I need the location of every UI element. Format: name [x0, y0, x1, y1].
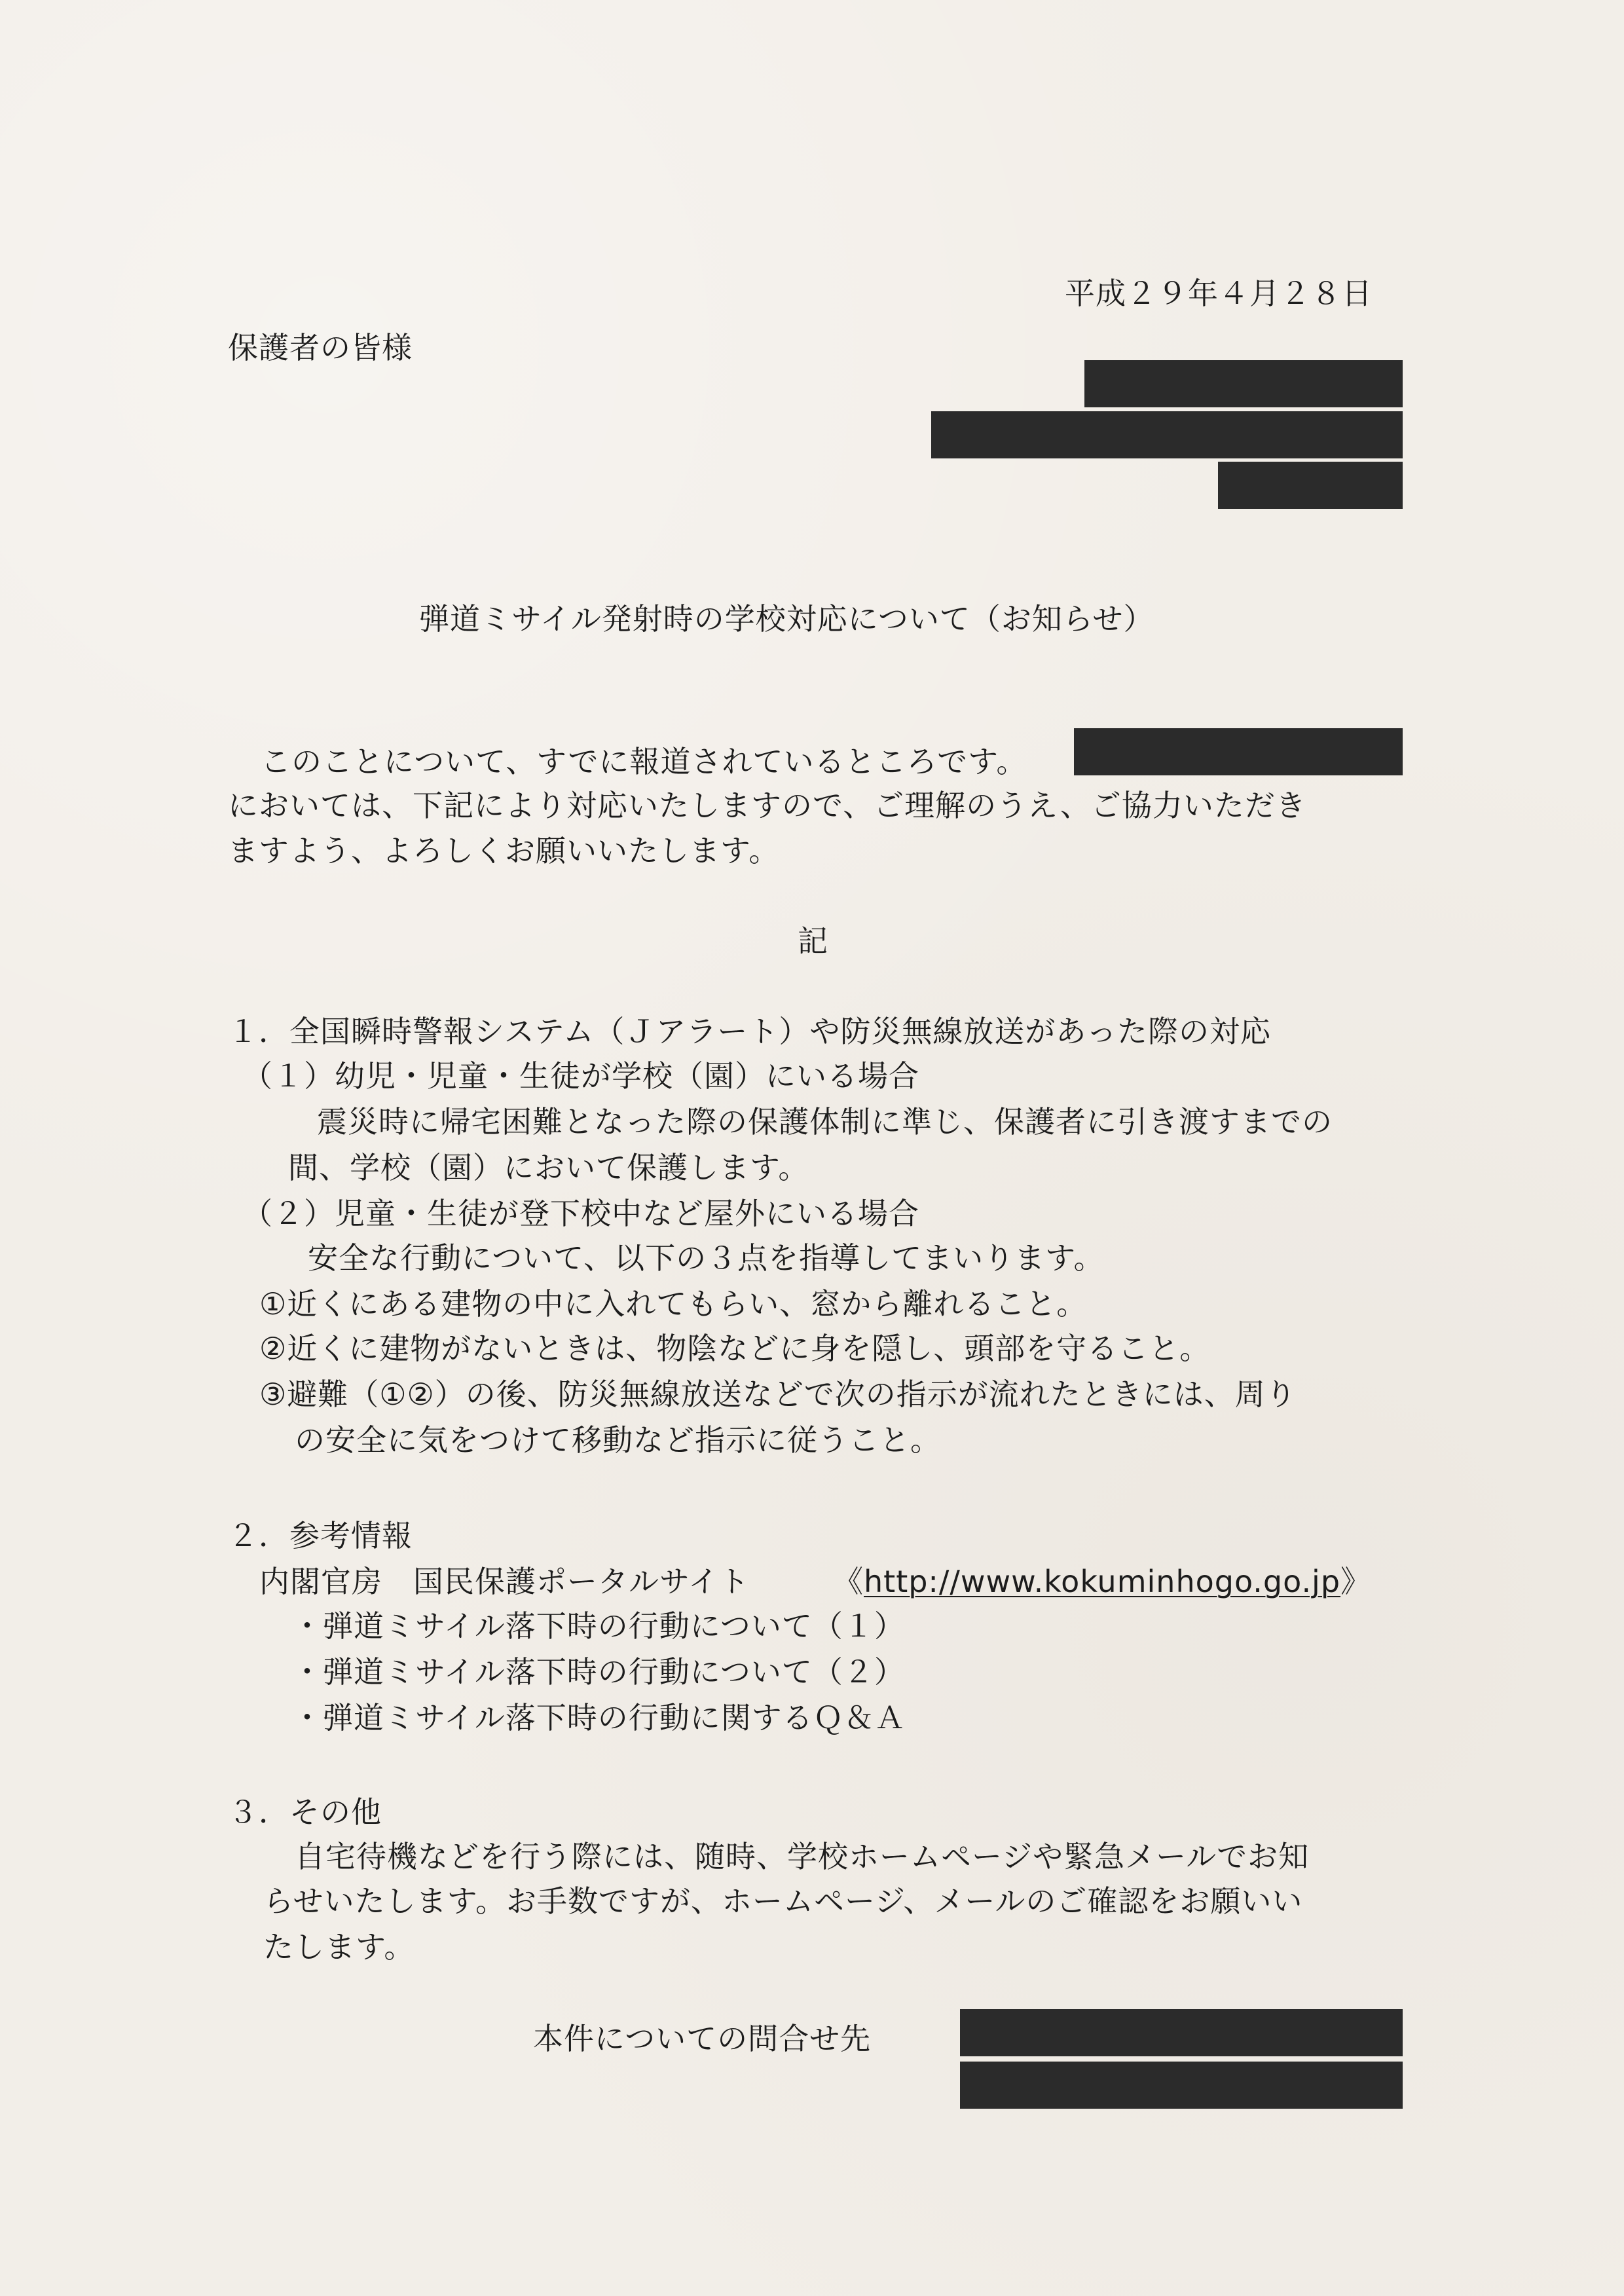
- redacted-contact-line-1: [960, 2009, 1403, 2056]
- section-1-case-1-text-1: 震災時に帰宅困難となった際の保護体制に準じ、保護者に引き渡すまでの: [317, 1104, 1333, 1139]
- section-1-item-3-line-1: ③避難（①②）の後、防災無線放送などで次の指示が流れたときには、周り: [259, 1377, 1297, 1412]
- section-1-case-1-heading: （１）幼児・児童・生徒が学校（園）にいる場合: [242, 1058, 919, 1094]
- section-1-case-2-heading: （２）児童・生徒が登下校中など屋外にいる場合: [242, 1196, 919, 1231]
- portal-url-link[interactable]: http://www.kokuminhogo.go.jp: [864, 1564, 1341, 1599]
- section-1-heading: １．全国瞬時警報システム（Ｊアラート）や防災無線放送があった際の対応: [228, 1014, 1271, 1049]
- redacted-school-name: [1074, 728, 1403, 775]
- section-1-item-1: ①近くにある建物の中に入れてもらい、窓から離れること。: [259, 1286, 1088, 1322]
- redacted-sender-line-3: [1218, 462, 1403, 509]
- intro-line-2: においては、下記により対応いたしますので、ご理解のうえ、ご協力いただき: [228, 788, 1306, 823]
- section-1-case-2-intro: 安全な行動について、以下の３点を指導してまいります。: [308, 1240, 1105, 1276]
- addressee: 保護者の皆様: [228, 330, 413, 365]
- url-close-bracket: 》: [1340, 1564, 1372, 1599]
- section-2-source: 内閣官房 国民保護ポータルサイト: [259, 1564, 750, 1599]
- contact-label: 本件についての問合せ先: [533, 2021, 872, 2056]
- section-1-item-2: ②近くに建物がないときは、物陰などに身を隠し、頭部を守ること。: [259, 1331, 1211, 1366]
- section-3-line-3: たします。: [263, 1929, 415, 1965]
- section-3-heading: ３．その他: [228, 1794, 382, 1830]
- redacted-contact-line-2: [960, 2062, 1403, 2109]
- section-2-link-1: ・弾道ミサイル落下時の行動について（１）: [292, 1608, 905, 1644]
- section-1-case-1-text-2: 間、学校（園）において保護します。: [288, 1150, 809, 1185]
- section-2-link-2: ・弾道ミサイル落下時の行動について（２）: [292, 1654, 905, 1690]
- section-2-link-3: ・弾道ミサイル落下時の行動に関するＱ＆Ａ: [292, 1700, 906, 1735]
- date: 平成２９年４月２８日: [1065, 276, 1373, 311]
- section-2-url-line: [833, 1566, 1371, 1597]
- section-2-heading: ２．参考情報: [228, 1518, 413, 1553]
- section-1-item-3-line-2: の安全に気をつけて移動など指示に従うこと。: [295, 1422, 941, 1458]
- intro-line-1: このことについて、すでに報道されているところです。: [261, 744, 1027, 779]
- intro-line-3: ますよう、よろしくお願いいたします。: [228, 833, 780, 868]
- redacted-sender-line-1: [1084, 360, 1403, 407]
- redacted-sender-line-2: [931, 411, 1403, 458]
- section-3-line-2: らせいたします。お手数ですが、ホームページ、メールのご確認をお願いい: [263, 1883, 1303, 1919]
- section-3-line-1: 自宅待機などを行う際には、随時、学校ホームページや緊急メールでお知: [295, 1839, 1310, 1874]
- document-title: 弾道ミサイル発射時の学校対応について（お知らせ）: [419, 601, 1154, 637]
- ki-mark: 記: [798, 923, 828, 959]
- url-open-bracket: 《: [833, 1564, 864, 1599]
